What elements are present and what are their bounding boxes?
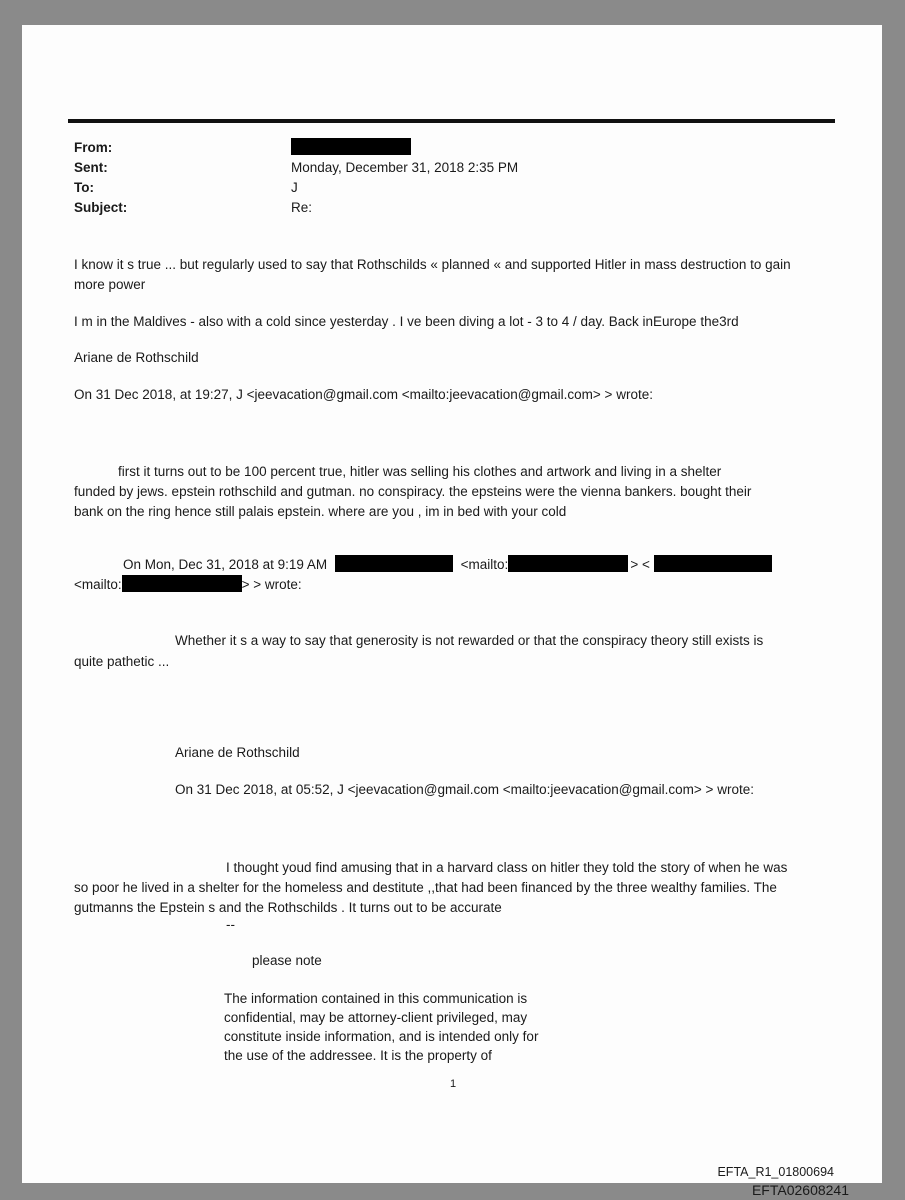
- redaction-box: [508, 555, 628, 572]
- to-label: To:: [74, 180, 94, 195]
- redaction-box: [122, 575, 242, 592]
- sent-value: Monday, December 31, 2018 2:35 PM: [291, 160, 519, 175]
- subject-label: Subject:: [74, 200, 128, 215]
- body-line: first it turns out to be 100 percent true, hitler was selling his clothes and artwork and living in a shelter: [118, 464, 722, 479]
- mailto-text: <mailto:: [74, 577, 122, 592]
- notice-line: The information contained in this communication is: [224, 991, 528, 1006]
- body-line: Whether it s a way to say that generosity is not rewarded or that the conspiracy theory still exists is: [175, 633, 764, 648]
- bracket-text: > <: [630, 557, 650, 572]
- dashes: --: [226, 917, 235, 932]
- signature: Ariane de Rothschild: [74, 350, 199, 365]
- body-line: so poor he lived in a shelter for the homeless and destitute ,,that had been financed by the three wealthy families. The: [74, 880, 777, 895]
- page-number: 1: [450, 1078, 457, 1090]
- body-line: I know it s true ... but regularly used to say that Rothschilds « planned « and supported Hitler in mass destruction to gain: [74, 257, 791, 272]
- header-rule: [68, 119, 835, 123]
- quote-header-cont: [74, 575, 302, 594]
- to-value: J: [291, 180, 298, 195]
- body-line: more power: [74, 277, 146, 292]
- mailto-text: <mailto:: [460, 557, 509, 572]
- efta-r1-id: EFTA_R1_01800694: [717, 1165, 834, 1179]
- from-label: From:: [74, 140, 113, 155]
- redaction-box: [291, 138, 411, 155]
- body-line: I thought youd find amusing that in a harvard class on hitler they told the story of when he was: [226, 860, 788, 875]
- document-page: [22, 25, 882, 1198]
- body-line: bank on the ring hence still palais epstein. where are you , im in bed with your cold: [74, 504, 567, 519]
- body-line: funded by jews. epstein rothschild and gutman. no conspiracy. the epsteins were the vienna bankers. bought their: [74, 484, 752, 499]
- subject-value: Re:: [291, 200, 313, 215]
- body-line: I m in the Maldives - also with a cold since yesterday . I ve been diving a lot - 3 to 4 / day. Back inEurope the3rd: [74, 314, 739, 329]
- notice-line: constitute inside information, and is intended only for: [224, 1029, 539, 1044]
- body-line: quite pathetic ...: [74, 654, 170, 669]
- quote-header: On 31 Dec 2018, at 05:52, J <jeevacation@gmail.com <mailto:jeevacation@gmail.com> > wrote:: [175, 782, 754, 797]
- efta-id: EFTA02608241: [751, 1182, 849, 1198]
- signature: Ariane de Rothschild: [175, 745, 300, 760]
- notice-line: the use of the addressee. It is the property of: [224, 1048, 492, 1063]
- body-line: gutmanns the Epstein s and the Rothschilds . It turns out to be accurate: [74, 900, 502, 915]
- sent-label: Sent:: [74, 160, 108, 175]
- redaction-box: [335, 555, 453, 572]
- from-value: [291, 138, 411, 157]
- quote-header: [123, 555, 772, 574]
- notice-line: confidential, may be attorney-client privileged, may: [224, 1010, 528, 1025]
- redaction-box: [654, 555, 772, 572]
- quote-date: On Mon, Dec 31, 2018 at 9:19 AM: [123, 557, 328, 572]
- please-note: please note: [252, 953, 322, 968]
- wrote-text: > > wrote:: [241, 577, 302, 592]
- quote-header: On 31 Dec 2018, at 19:27, J <jeevacation@gmail.com <mailto:jeevacation@gmail.com> > wrote:: [74, 387, 653, 402]
